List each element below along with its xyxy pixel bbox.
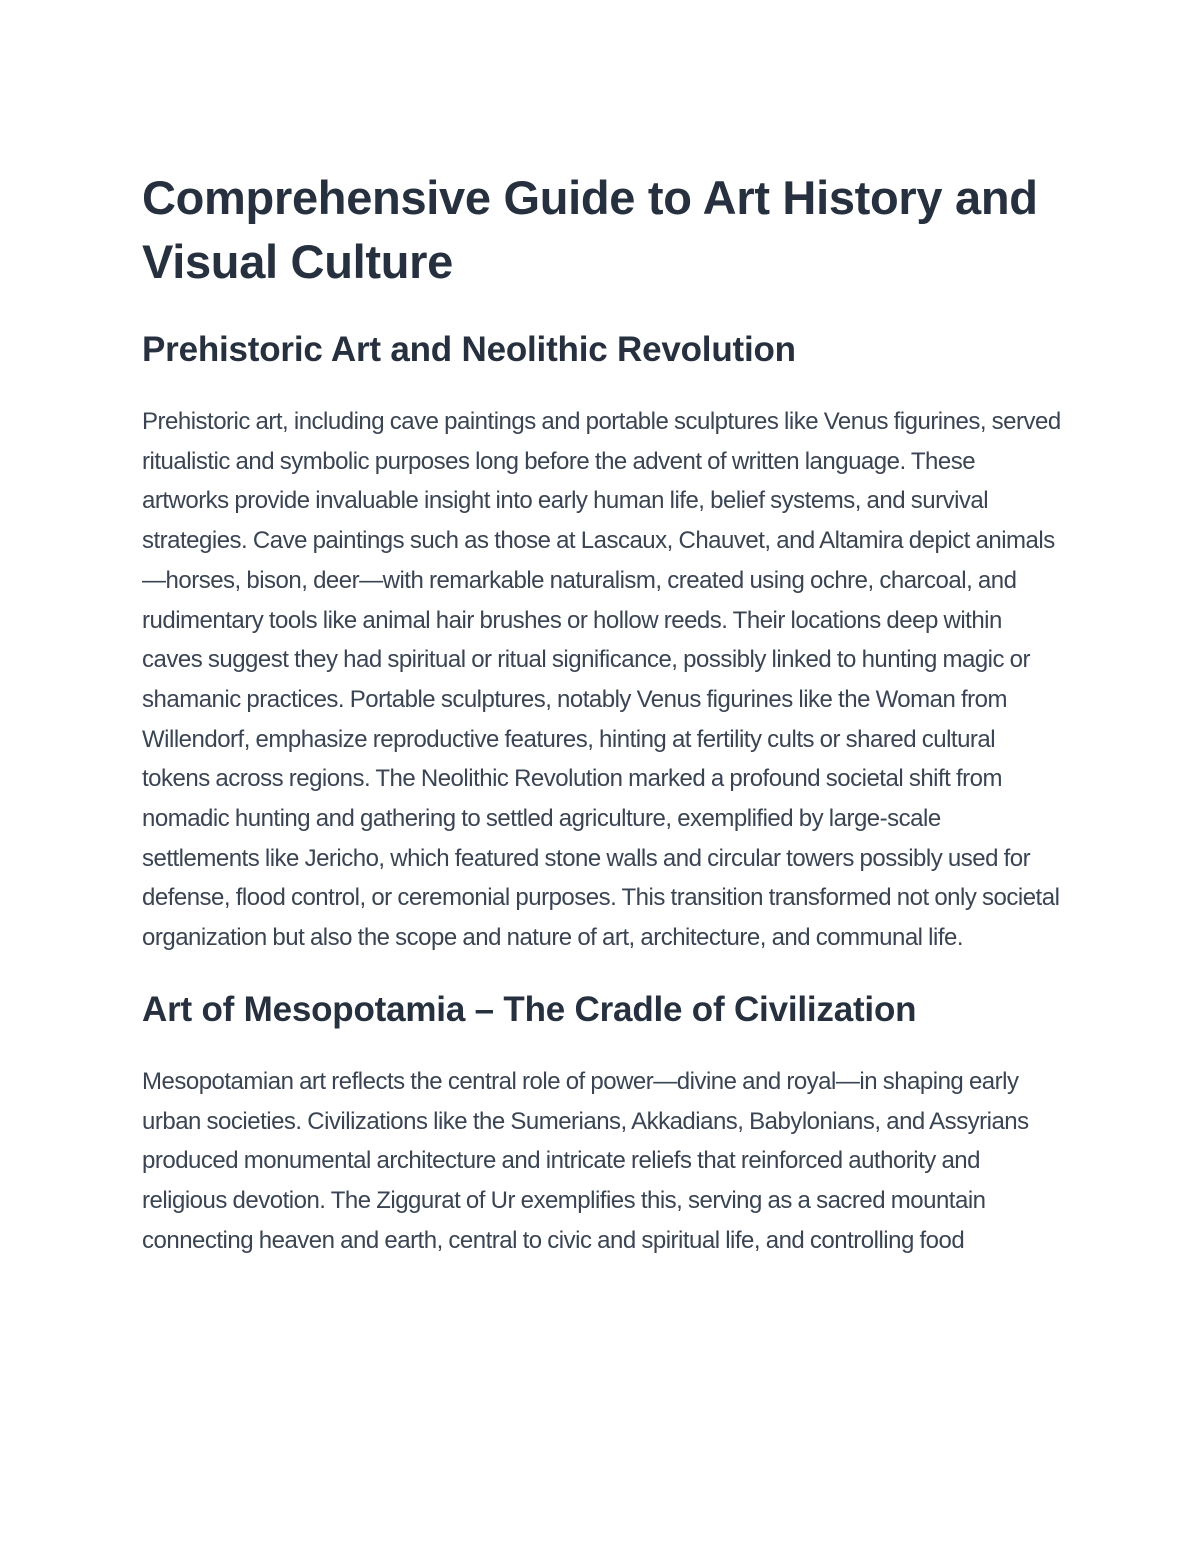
section-heading-mesopotamia: Art of Mesopotamia – The Cradle of Civilization — [142, 989, 917, 1029]
section-body-mesopotamia: Mesopotamian art reflects the central role of power—divine and royal—in shaping early urban societies. Civilizations like the Sumerians, Akkadians, Babylonians, and Assyrians produced monumental architecture and intricate reliefs that reinforced authority and religious devotion. The Ziggurat of Ur exemplifies this, serving as a sacred mountain connecting heaven and earth, central to civic and spiritual life, and controlling food — [142, 1067, 1029, 1254]
section-body-prehistoric-art: Prehistoric art, including cave paintings and portable sculptures like Venus figurines, served ritualistic and symbolic purposes long before the advent of written language. These artworks provide invaluable insight into early human life, belief systems, and survival strategies. Cave paintings such as those at Lascaux, Chauvet, and Altamira depict animals—horses, bison, deer—with remarkable naturalism, created using ochre, charcoal, and rudimentary tools like animal hair brushes or hollow reeds. Their locations deep within caves suggest they had spiritual or ritual significance, possibly linked to hunting magic or shamanic practices. Portable sculptures, notably Venus figurines like the Woman from Willendorf, emphasize reproductive features, hinting at fertility cults or shared cultural tokens across regions. The Neolithic Revolution marked a profound societal shift from nomadic hunting and gathering to settled agriculture, exemplified by large-scale settlements like Jericho, which featured stone walls and circular towers possibly used for defense, flood control, or ceremonial purposes. This transition transformed not only societal organization but also the scope and nature of art, architecture, and communal life. — [142, 408, 1061, 952]
document-page — [142, 166, 1062, 1260]
section-heading-prehistoric-art: Prehistoric Art and Neolithic Revolution — [142, 330, 796, 369]
document-title: Comprehensive Guide to Art History and Visual Culture — [142, 171, 1038, 288]
